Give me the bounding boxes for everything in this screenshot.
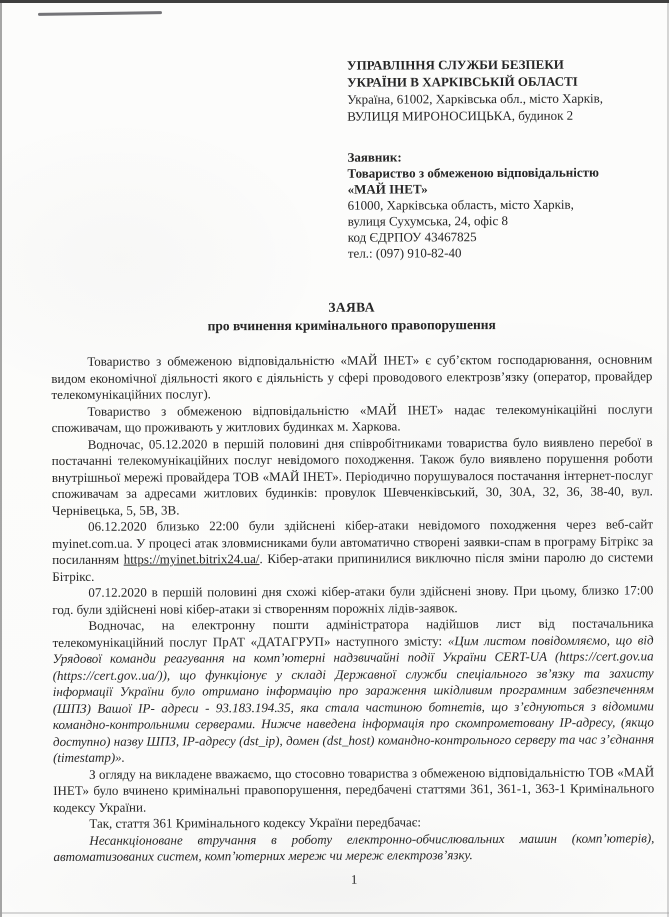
applicant-block	[347, 148, 651, 261]
body-paragraph: 07.12.2020 в першій половині дня схожі кібер-атаки були здійснені знову. При цьому, близко 17:00 год. були здійснені нові кібер-атаки зі створенням порожніх лідів-заявок.	[52, 582, 654, 617]
document-content	[50, 55, 655, 888]
bitrix24-link: https://myinet.bitrix24.ua/	[123, 551, 260, 567]
applicant-detail-line: код ЄДРПОУ 43467825	[347, 229, 477, 245]
body-paragraph: Товариство з обмеженою відповідальністю «МАЙ ІНЕТ» надає телекомунікаційні послуги споживачам, що проживають у житлових будинках м. Харкова.	[51, 400, 653, 435]
body-paragraph: Водночас, на електронну пошти адміністратора надійшов лист від постачальника телекомунікаційний послуг ПрАТ «ДАТАГРУП» наступного змісту: «Цим листом повідомляємо, що від Урядової команди реагування на комп’ютерні надзвичайні події України CERT-UA (https://cert.gov.ua (https://cert.gov..ua/)), що функціонує у складі Державної служби спеціального зв’язку та захисту інформації України було отримано інформацію про зараження шкідливим програмним забезпеченням (ШПЗ) Вашої ІР- адреси - 93.183.194.35, яка стала частиною ботнетів, що з’єднуються з відомими командно-контрольними серверами. Нижче наведена інформація про скомпрометовану ІР-адресу, (якщо доступно) назву ШПЗ, ІР-адресу (dst_ip), домен (dst_host) командно-контрольного серверу та час з’єднання (timestamp)».	[52, 615, 655, 765]
scan-edge-left	[0, 3, 2, 917]
applicant-label: Заявник:	[347, 149, 402, 165]
scan-artifact-line	[38, 11, 162, 16]
document-subtitle: про вчинення кримінального правопорушення	[207, 317, 496, 334]
applicant-detail-line: тел.: (097) 910-82-40	[347, 245, 462, 261]
applicant-name-line: «МАЙ ІНЕТ»	[347, 181, 428, 197]
document-body	[51, 351, 654, 865]
body-paragraph: Товариство з обмеженою відповідальністю «МАЙ ІНЕТ» є суб’єктом господарювання, основним видом економічної діяльності якого є діяльність у сфері проводового електрозв’язку (оператор, провайдер телекомунікаційних послуг).	[51, 351, 653, 402]
title-block	[51, 297, 652, 336]
body-paragraph: Водночас, 05.12.2020 в першій половині дня співробітниками товариства було виявлено перебої в постачанні телекомунікаційних послуг невідомого походження. Також було виявлено порушення роботи внутрішньої мережі провайдера ТОВ «МАЙ ІНЕТ». Періодично порушувалося постачання інтернет-послуг споживачам за адресами житлових будинків: провулок Шевченківський, 30, 30А, 32, 36, 38-40, вул. Чернівецька, 5, 5В, 3В.	[51, 433, 653, 518]
recipient-address-line: ВУЛИЦЯ МИРОНОСИЦЬКА, будинок 2	[347, 107, 574, 124]
page-number: 1	[350, 871, 358, 887]
applicant-detail-line: вулиця Сухумська, 24, офіс 8	[347, 213, 509, 229]
recipient-address-line: Україна, 61002, Харківська обл., місто Харків,	[347, 90, 604, 107]
document-title: ЗАЯВА	[328, 299, 375, 315]
applicant-name-line: Товариство з обмеженою відповідальністю	[347, 164, 599, 181]
body-paragraph: З огляду на викладене вважаємо, що стосовно товариства з обмеженою відповідальністю ТОВ «МАЙ ІНЕТ» було вчинено кримінальні правопорушення, передбачені статтями 361, 361-1, 363-1 Кримінального кодексу України.	[53, 763, 655, 815]
body-paragraph: Так, стаття 361 Кримінального кодексу України передбачає:	[89, 814, 421, 831]
recipient-name-line: УПРАВЛІННЯ СЛУЖБИ БЕЗПЕКИ	[347, 56, 564, 73]
scan-edge-bottom	[0, 912, 669, 914]
body-paragraph: 06.12.2020 близько 22:00 були здійснені кібер-атаки невідомого походження через веб-сайт myinet.com.ua. У процесі атак зловмисниками були автоматично створені заявки-спам в програму Бітрікс за посиланням https://myinet.bitrix24.ua/. Кібер-атаки припинилися виключно після зміни паролю до системи Бітрікс.	[52, 516, 654, 584]
applicant-detail-line: 61000, Харківська область, місто Харків,	[347, 196, 574, 213]
body-paragraph: Несанкціоноване втручання в роботу електронно-обчислювальних машин (комп’ютерів), автоматизованих систем, комп’ютерних мереж чи мереж електрозв’язку.	[53, 829, 655, 864]
recipient-block	[347, 55, 651, 124]
recipient-name-line: УКРАЇНИ В ХАРКІВСЬКІЙ ОБЛАСТІ	[347, 73, 578, 90]
